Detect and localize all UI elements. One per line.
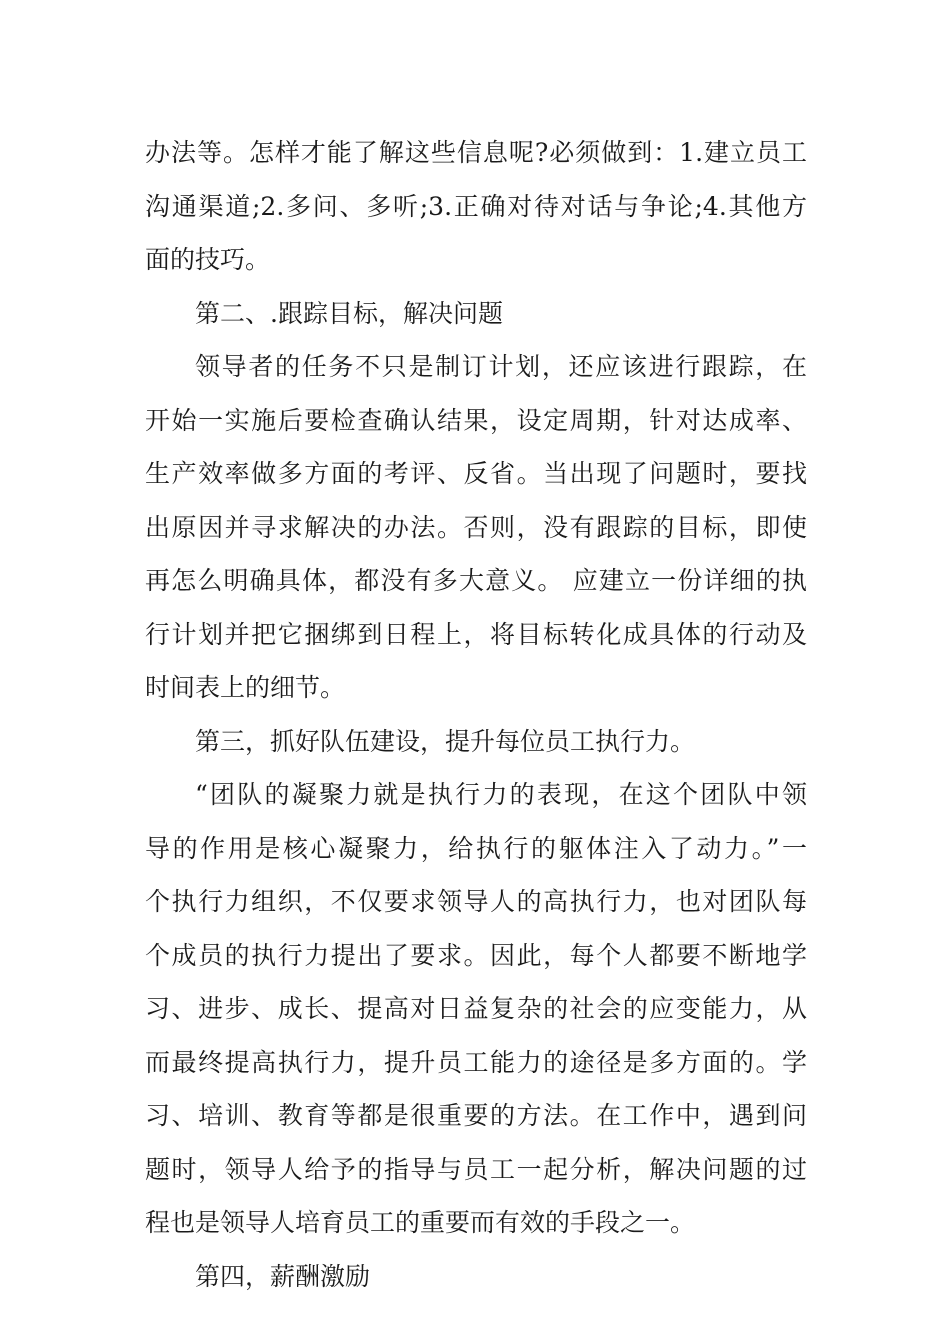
- text-line: 行计划并把它捆绑到日程上，将目标转化成具体的行动及: [145, 619, 807, 649]
- text-line: 习、进步、成长、提高对日益复杂的社会的应变能力，从: [145, 994, 807, 1023]
- text-line: 沟通渠道;2.多问、多听;3.正确对待对话与争论;4.其他方: [145, 191, 807, 221]
- section-heading: 第三，抓好队伍建设，提升每位员工执行力。: [195, 726, 696, 756]
- text-line: 而最终提高执行力，提升员工能力的途径是多方面的。学: [145, 1047, 807, 1077]
- text-line: 出原因并寻求解决的办法。否则，没有跟踪的目标，即使: [145, 512, 807, 542]
- section-heading: 第四，薪酬激励: [195, 1261, 371, 1291]
- text-line: 再怎么明确具体，都没有多大意义。 应建立一份详细的执: [145, 566, 807, 595]
- text-line: “团队的凝聚力就是执行力的表现，在这个团队中领: [195, 780, 807, 809]
- text-line: 个成员的执行力提出了要求。因此，每个人都要不断地学: [145, 940, 807, 970]
- text-line: 题时，领导人给予的指导与员工一起分析，解决问题的过: [145, 1154, 807, 1184]
- text-line: 面的技巧。: [145, 245, 271, 274]
- section-heading: 第二、.跟踪目标，解决问题: [195, 298, 503, 328]
- text-line: 个执行力组织，不仅要求领导人的高执行力，也对团队每: [145, 887, 807, 916]
- text-line: 程也是领导人培育员工的重要而有效的手段之一。: [145, 1208, 696, 1237]
- text-line: 领导者的任务不只是制订计划，还应该进行跟踪，在: [195, 352, 807, 381]
- text-line: 生产效率做多方面的考评、反省。当出现了问题时，要找: [145, 459, 807, 488]
- text-line: 导的作用是核心凝聚力，给执行的躯体注入了动力。”一: [145, 833, 807, 863]
- text-line: 办法等。怎样才能了解这些信息呢?必须做到：1.建立员工: [145, 138, 807, 167]
- text-line: 时间表上的细节。: [145, 673, 346, 702]
- text-line: 习、培训、教育等都是很重要的方法。在工作中，遇到问: [145, 1101, 807, 1130]
- text-line: 开始一实施后要检查确认结果，设定周期，针对达成率、: [145, 405, 807, 435]
- document-page: [145, 126, 807, 1303]
